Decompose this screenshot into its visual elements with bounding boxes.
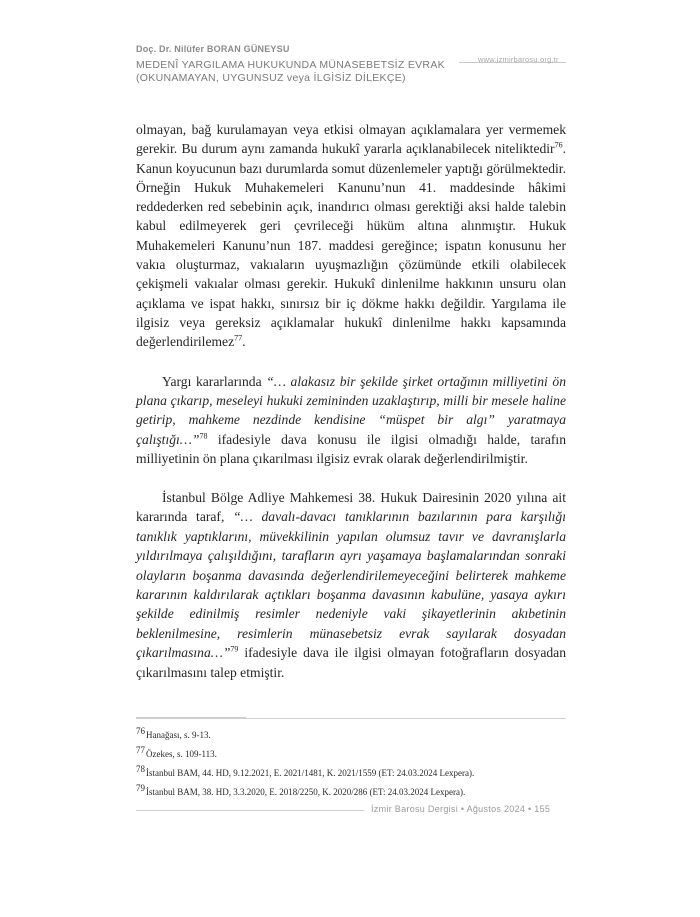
footnote-79 xyxy=(136,783,566,802)
header-title xyxy=(136,59,445,85)
footnotes xyxy=(136,726,566,802)
footnote-divider xyxy=(136,718,566,719)
body-paragraph-2 xyxy=(136,372,566,468)
footnote-number: 77 xyxy=(136,745,145,755)
p3-lead: İstanbul Bölge Adliye Mahkemesi 38. Hukuk Dairesinin 2020 yılına ait kararında taraf, xyxy=(136,490,566,525)
body-paragraph-3 xyxy=(136,488,566,682)
p2-lead: Yargı kararlarında xyxy=(162,374,267,389)
footnote-text: Özekes, s. 109-113. xyxy=(146,749,217,759)
p1-text-2: . Kanun koyucunun bazı durumlarda somut düzenlemeler yaptığı görülmektedir. Örneğin Hukuk Muhakemeleri Kanunu’nun 41. maddesinde hâkimi reddederken red sebebinin açık, inandırıcı olması gerektiği aksi halde talebin kabul edilmeyerek geri çevrileceği hüküm altına alınmıştır. Hukuk Muhakemeleri Kanunu’nun 187. maddesi gereğince; ispatın konusunu her vakıa oluşturmaz, vakıaların uyuşmazlığın çözümünde etkili olabilecek çekişmeli vakıalar olması gerekir. Hukukî dinlenilme hakkının unsuru olan açıklama ve ispat hakkı, sınırsız bir iç dökme hakkı değildir. Yargılama ile ilgisiz veya gereksiz açıklamalar hukukî dinlenilme hakkı kapsamında değerlendirilemez xyxy=(136,141,566,350)
footnote-76 xyxy=(136,726,566,745)
footnote-number: 78 xyxy=(136,764,145,774)
p1-end: . xyxy=(242,334,246,350)
body-paragraph-1 xyxy=(136,120,566,352)
footnote-ref-78[interactable]: 78 xyxy=(199,431,208,441)
footer-divider xyxy=(136,810,364,811)
p1-text: olmayan, bağ kurulamayan veya etkisi olmayan açıklamalara yer vermemek gerekir. Bu durum aynı zamanda hukukî yararla açıklanabilecek niteliktedir xyxy=(136,122,566,157)
p3-quote: “… davalı-davacı tanıklarının bazılarının para karşılığı tanıklık yaptıklarını, müvekkilinin yapılan olumsuz tavır ve davranışlarla yıldırılmaya çalışıldığını, tarafların ayrı yaşamaya başlamalarından sonraki olayların boşanma davasında değerlendirilemeyeceğini belirterek mahkeme kararının kaldırılarak açtıkları boşanma davasının kabulüne, yasaya aykırı şekilde edinilmiş resimler nedeniyle vaki şikayetlerinin akıbetinin beklenilmesine, resimlerin münasebetsiz evrak sayılarak dosyadan çıkarılmasına…” xyxy=(136,509,566,661)
footnote-ref-79[interactable]: 79 xyxy=(230,644,239,654)
footer-journal-page: İzmir Barosu Dergisi • Ağustos 2024 • 155 xyxy=(371,804,551,814)
footnote-77 xyxy=(136,745,566,764)
p2-quote: “… alakasız bir şekilde şirket ortağının milliyetini ön plana çıkarıp, meseleyi hukuki zemininden uzaklaştırıp, milli bir mesele haline getirip, mahkeme nezdinde kendisine “müspet bir algı” yaratmaya çalıştığı…” xyxy=(136,374,566,447)
footnote-ref-77[interactable]: 77 xyxy=(234,333,243,343)
header-website-link[interactable]: www.izmirbarosu.org.tr xyxy=(478,55,559,64)
p3-tail: ifadesiyle dava ile ilgisi olmayan fotoğrafların dosyadan çıkarılmasını talep etmiştir. xyxy=(136,645,566,680)
footnote-text: Hanağası, s. 9-13. xyxy=(146,730,211,740)
header-author: Doç. Dr. Nilüfer BORAN GÜNEYSU xyxy=(136,44,290,54)
footnote-text: İstanbul BAM, 38. HD, 3.3.2020, E. 2018/2250, K. 2020/286 (ET: 24.03.2024 Lexpera). xyxy=(146,787,466,797)
header-title-line1: MEDENÎ YARGILAMA HUKUKUNDA MÜNASEBETSİZ EVRAK xyxy=(136,59,445,71)
footnote-number: 79 xyxy=(136,783,145,793)
footnote-text: İstanbul BAM, 44. HD, 9.12.2021, E. 2021/1481, K. 2021/1559 (ET: 24.03.2024 Lexpera). xyxy=(146,768,475,778)
footnote-number: 76 xyxy=(136,726,145,736)
header-title-line2: (OKUNAMAYAN, UYGUNSUZ veya İLGİSİZ DİLEKÇE) xyxy=(136,72,406,84)
footnote-ref-76[interactable]: 76 xyxy=(554,140,563,150)
footnote-78 xyxy=(136,764,566,783)
p2-tail: ifadesiyle dava konusu ile ilgisi olmadığı halde, tarafın milliyetinin ön plana çıkarılması ilgisiz evrak olarak değerlendirilmiştir. xyxy=(136,431,566,466)
